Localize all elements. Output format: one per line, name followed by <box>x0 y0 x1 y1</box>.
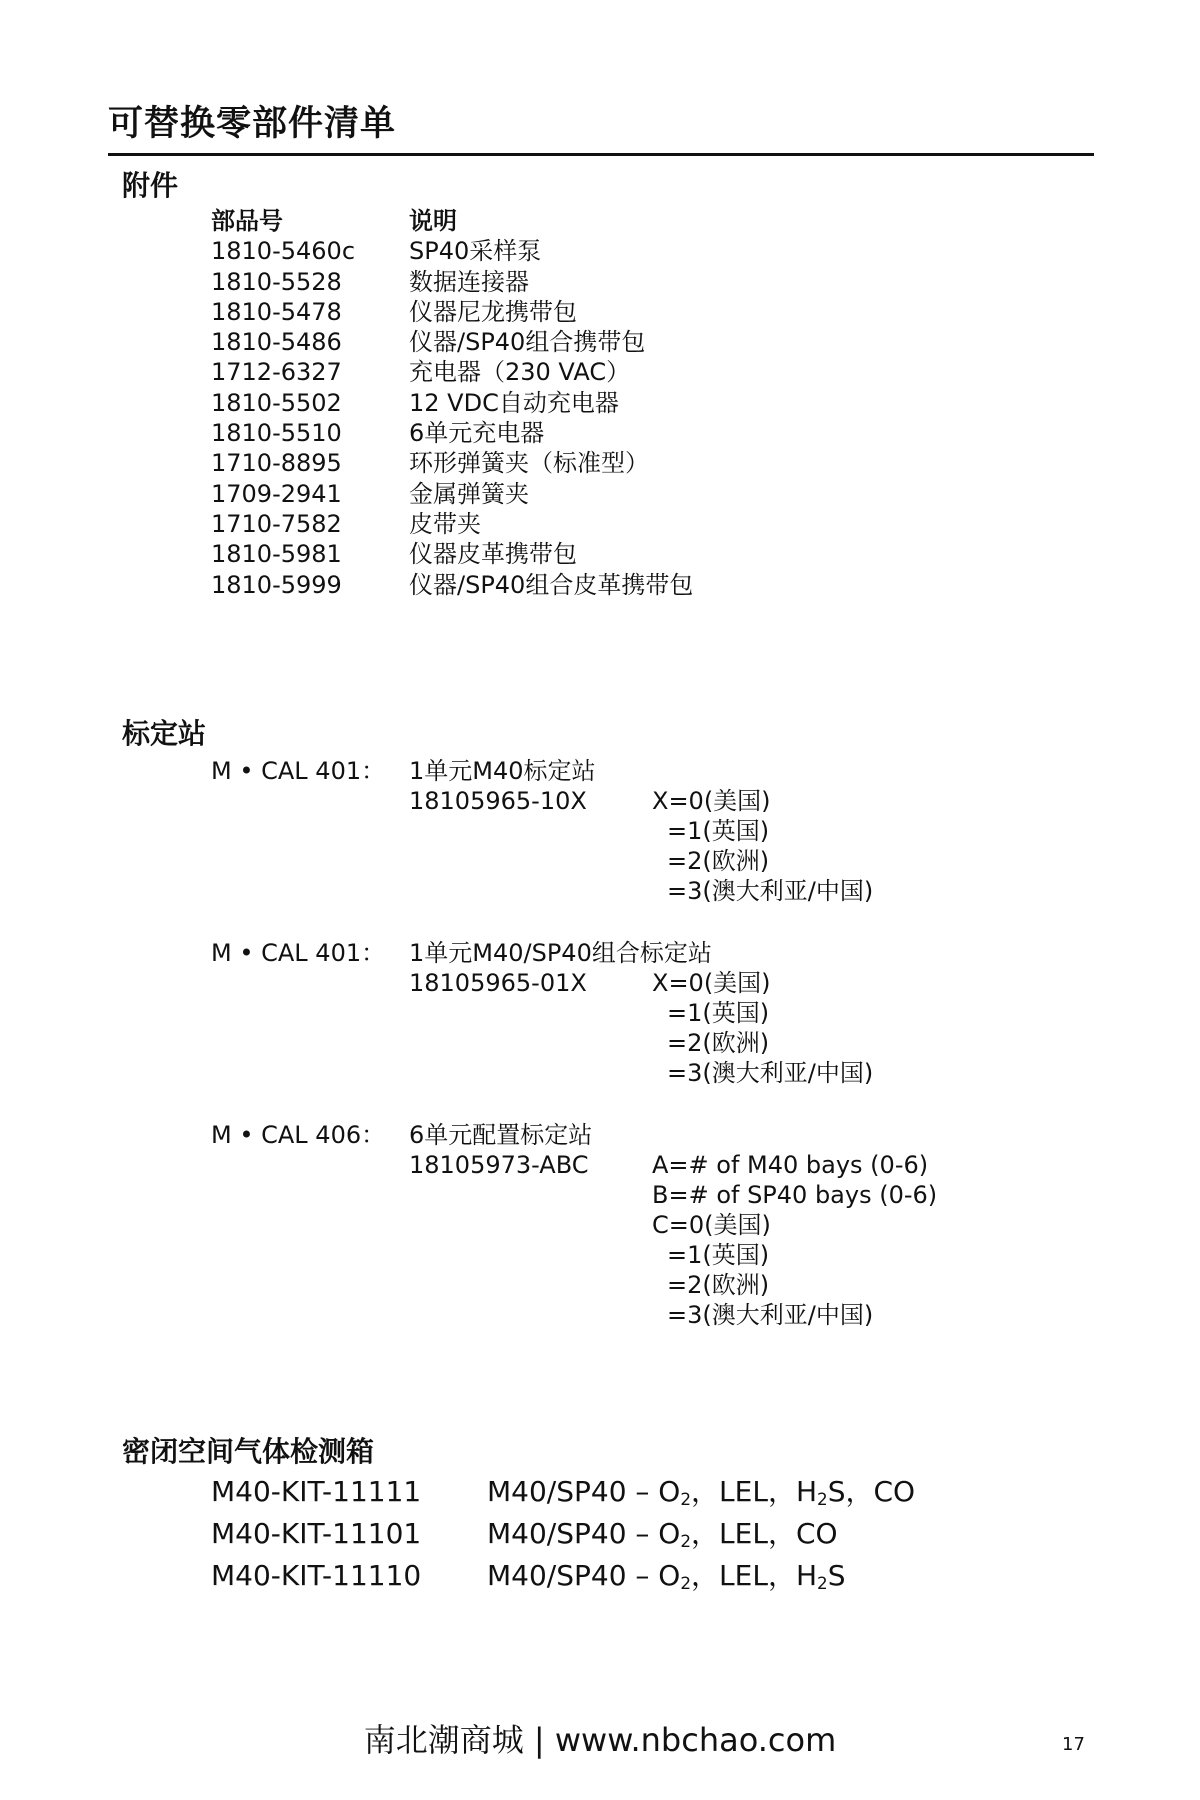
calibration-part-number: 18105973-ABC <box>409 1151 589 1179</box>
calibration-option: =3(澳大利亚/中国) <box>667 877 874 905</box>
part-number: 1810-5486 <box>211 328 342 357</box>
part-number: 1710-8895 <box>211 449 342 478</box>
kit-description: $M40/SP40 - O_2$，LEL，CO <box>487 1517 838 1552</box>
accessories-table <box>211 206 693 600</box>
table-row <box>211 509 693 539</box>
table-row <box>211 297 693 327</box>
part-number: 1810-5528 <box>211 267 342 296</box>
calibration-name: 6单元配置标定站 <box>409 1121 593 1149</box>
table-row <box>211 539 693 569</box>
table-row <box>211 267 693 297</box>
kit-part-number: M40-KIT-11111 <box>211 1475 422 1508</box>
calibration-model: M • CAL 406： <box>211 1121 386 1149</box>
part-description: 12 VDC自动充电器 <box>409 388 619 417</box>
part-number: 1810-5478 <box>211 297 342 326</box>
calibration-option: =2(欧洲) <box>667 847 770 875</box>
calibration-option: A=# of M40 bays (0-6) <box>652 1151 929 1179</box>
kits-heading: 密闭空间气体检测箱 <box>122 1435 375 1468</box>
part-number: 1810-5981 <box>211 540 342 569</box>
kit-description: $M40/SP40 - O_2$，LEL，$H_2S$ <box>487 1559 846 1594</box>
calibration-option: =2(欧洲) <box>667 1271 770 1299</box>
calibration-name: 1单元M40标定站 <box>409 757 596 785</box>
part-description: 金属弹簧夹 <box>409 479 529 508</box>
calibration-part-number: 18105965-01X <box>409 969 587 997</box>
part-number: 1709-2941 <box>211 479 342 508</box>
part-description: 仪器/SP40组合携带包 <box>409 328 646 357</box>
table-row <box>211 479 693 509</box>
title-divider <box>108 153 1094 156</box>
part-description: 皮带夹 <box>409 509 481 538</box>
column-header-description: 说明 <box>409 207 457 235</box>
calibration-option: X=0(美国) <box>652 787 771 815</box>
part-description: 仪器尼龙携带包 <box>409 297 577 326</box>
page-title: 可替换零部件清单 <box>108 103 397 144</box>
part-description: 6单元充电器 <box>409 419 545 448</box>
calibration-name: 1单元M40/SP40组合标定站 <box>409 939 712 967</box>
calibration-option: =3(澳大利亚/中国) <box>667 1301 874 1329</box>
calibration-option: B=# of SP40 bays (0-6) <box>652 1181 938 1209</box>
calibration-option: C=0(美国) <box>652 1211 771 1239</box>
part-number: 1710-7582 <box>211 509 342 538</box>
kit-description: $M40/SP40 - O_2$，LEL，$H_2S$，CO <box>487 1475 916 1510</box>
table-row <box>211 388 693 418</box>
part-number: 1810-5999 <box>211 570 342 599</box>
table-row <box>211 327 693 357</box>
calibration-part-number: 18105965-10X <box>409 787 587 815</box>
calibration-option: =1(英国) <box>667 1241 770 1269</box>
footer-site-link[interactable]: 南北潮商城 | www.nbchao.com <box>363 1721 837 1759</box>
kit-row <box>211 1474 916 1510</box>
table-row <box>211 236 693 266</box>
kit-part-number: M40-KIT-11110 <box>211 1559 422 1592</box>
table-row <box>211 448 693 478</box>
calibration-option: =1(英国) <box>667 817 770 845</box>
accessories-table-header <box>211 206 693 236</box>
table-row <box>211 357 693 387</box>
part-number: 1810-5510 <box>211 419 342 448</box>
kit-row <box>211 1558 846 1594</box>
calibration-heading: 标定站 <box>122 717 207 750</box>
calibration-model: M • CAL 401： <box>211 939 386 967</box>
accessories-heading: 附件 <box>122 169 179 202</box>
calibration-option: X=0(美国) <box>652 969 771 997</box>
part-description: 仪器/SP40组合皮革携带包 <box>409 570 694 599</box>
calibration-option: =2(欧洲) <box>667 1029 770 1057</box>
calibration-option: =1(英国) <box>667 999 770 1027</box>
part-description: SP40采样泵 <box>409 237 542 266</box>
kit-part-number: M40-KIT-11101 <box>211 1517 422 1550</box>
page-number: 17 <box>1062 1734 1085 1755</box>
part-description: 仪器皮革携带包 <box>409 540 577 569</box>
part-number: 1712-6327 <box>211 358 342 387</box>
table-row <box>211 570 693 600</box>
column-header-part-number: 部品号 <box>211 207 283 235</box>
calibration-option: =3(澳大利亚/中国) <box>667 1059 874 1087</box>
part-number: 1810-5502 <box>211 388 342 417</box>
kit-row <box>211 1516 838 1552</box>
table-row <box>211 418 693 448</box>
calibration-model: M • CAL 401： <box>211 757 386 785</box>
part-description: 数据连接器 <box>409 267 529 296</box>
part-description: 环形弹簧夹（标准型） <box>409 449 649 478</box>
part-number: 1810-5460c <box>211 237 356 266</box>
part-description: 充电器（230 VAC） <box>409 358 631 387</box>
